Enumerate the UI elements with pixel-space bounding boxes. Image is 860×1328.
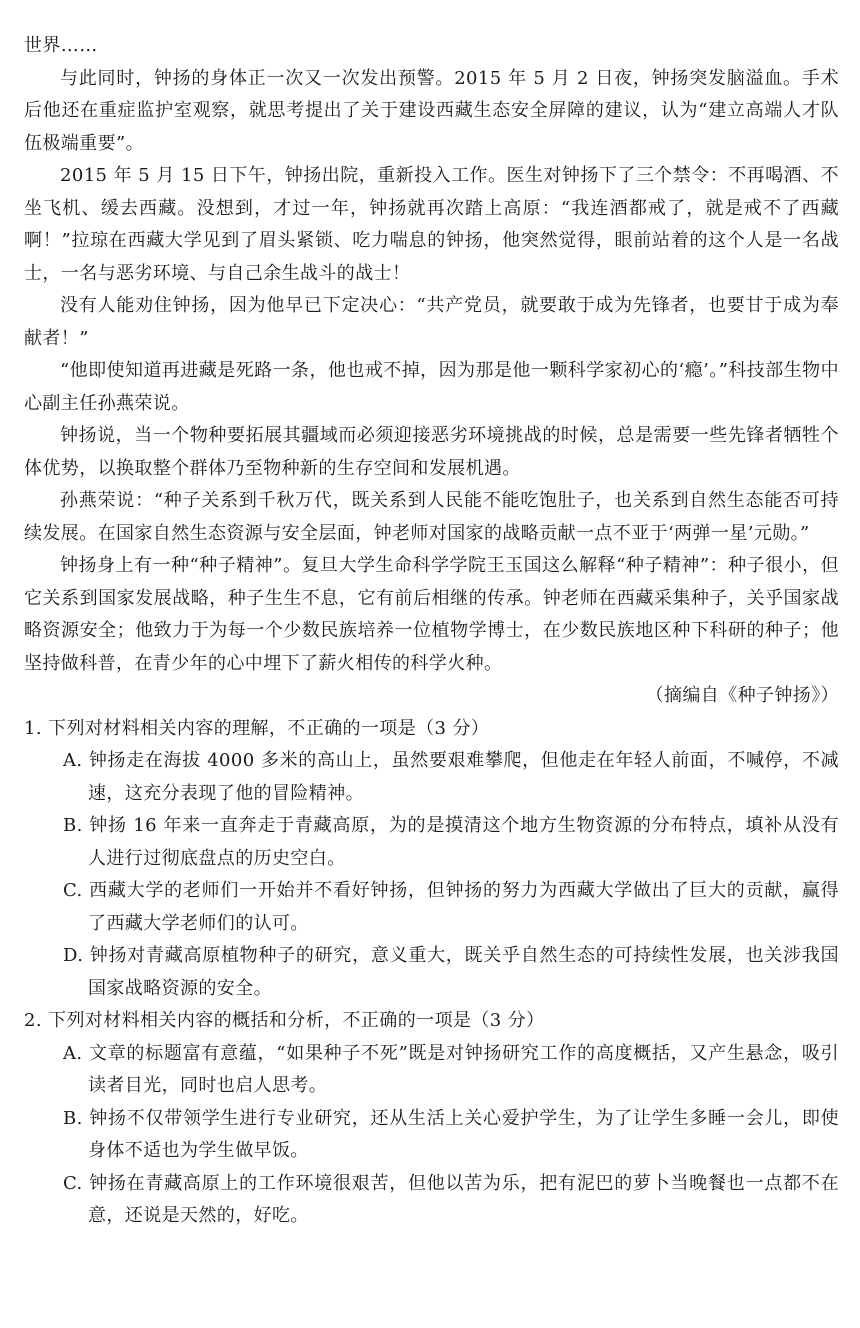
passage-paragraph: 与此同时，钟扬的身体正一次又一次发出预警。2015 年 5 月 2 日夜，钟扬突发脑溢血。手术后他还在重症监护室观察，就思考提出了关于建设西藏生态安全屏障的建议，认为“建立高端人才队伍极端重要”。 [24,67,839,154]
answer-option-b: B. 钟扬不仅带领学生进行专业研究，还从生活上关心爱护学生，为了让学生多睡一会儿，即使身体不适也为学生做早饭。 [63,1107,839,1161]
answer-option-b: B. 钟扬 16 年来一直奔走于青藏高原，为的是摸清这个地方生物资源的分布特点，填补从没有人进行过彻底盘点的历史空白。 [63,815,839,869]
passage-paragraph: 孙燕荣说：“种子关系到千秋万代，既关系到人民能不能吃饱肚子，也关系到自然生态能否可持续发展。在国家自然生态资源与安全层面，钟老师对国家的战略贡献一点不亚于‘两弹一星’元勋。” [24,490,839,544]
passage-paragraph: 2015 年 5 月 15 日下午，钟扬出院，重新投入工作。医生对钟扬下了三个禁令：不再喝酒、不坐飞机、缓去西藏。没想到，才过一年，钟扬就再次踏上高原：“我连酒都戒了，就是戒不了西藏啊！”拉琼在西藏大学见到了眉头紧锁、吃力喘息的钟扬，他突然觉得，眼前站着的这个人是一名战士，一名与恶劣环境、与自己余生战斗的战士！ [24,165,839,284]
passage-paragraph: 钟扬身上有一种“种子精神”。复旦大学生命科学学院王玉国这么解释“种子精神”：种子很小，但它关系到国家发展战略，种子生生不息，它有前后相继的传承。钟老师在西藏采集种子，关乎国家战略资源安全；他致力于为每一个少数民族培养一位植物学博士，在少数民族地区种下科研的种子；他坚持做科普，在青少年的心中埋下了薪火相传的科学火种。 [24,555,839,674]
source-citation: （摘编自《种子钟扬》） [645,685,839,706]
passage-paragraph: “他即使知道再进藏是死路一条，他也戒不掉，因为那是他一颗科学家初心的‘瘾’。”科技部生物中心副主任孙燕荣说。 [24,360,839,414]
answer-option-c: C. 钟扬在青藏高原上的工作环境很艰苦，但他以苦为乐，把有泥巴的萝卜当晚餐也一点都不在意，还说是天然的，好吃。 [63,1172,839,1226]
passage-paragraph: 世界…… [24,35,98,56]
question-stem: 1. 下列对材料相关内容的理解，不正确的一项是（3 分） [24,717,490,739]
answer-option-a: A. 文章的标题富有意蕴，“如果种子不死”既是对钟扬研究工作的高度概括，又产生悬念，吸引读者目光，同时也启人思考。 [63,1042,839,1096]
exam-page [24,30,839,1233]
question-stem: 2. 下列对材料相关内容的概括和分析，不正确的一项是（3 分） [24,1010,545,1031]
passage-paragraph: 钟扬说，当一个物种要拓展其疆域而必须迎接恶劣环境挑战的时候，总是需要一些先锋者牺牲个体优势，以换取整个群体乃至物种新的生存空间和发展机遇。 [24,425,839,479]
passage-paragraph: 没有人能劝住钟扬，因为他早已下定决心：“共产党员，就要敢于成为先锋者，也要甘于成为奉献者！” [24,295,839,349]
answer-option-c: C. 西藏大学的老师们一开始并不看好钟扬，但钟扬的努力为西藏大学做出了巨大的贡献，赢得了西藏大学老师们的认可。 [63,880,839,934]
answer-option-d: D. 钟扬对青藏高原植物种子的研究，意义重大，既关乎自然生态的可持续性发展，也关涉我国国家战略资源的安全。 [63,945,839,999]
answer-option-a: A. 钟扬走在海拔 4000 多米的高山上，虽然要艰难攀爬，但他走在年轻人前面，不喊停，不减速，这充分表现了他的冒险精神。 [63,750,839,804]
